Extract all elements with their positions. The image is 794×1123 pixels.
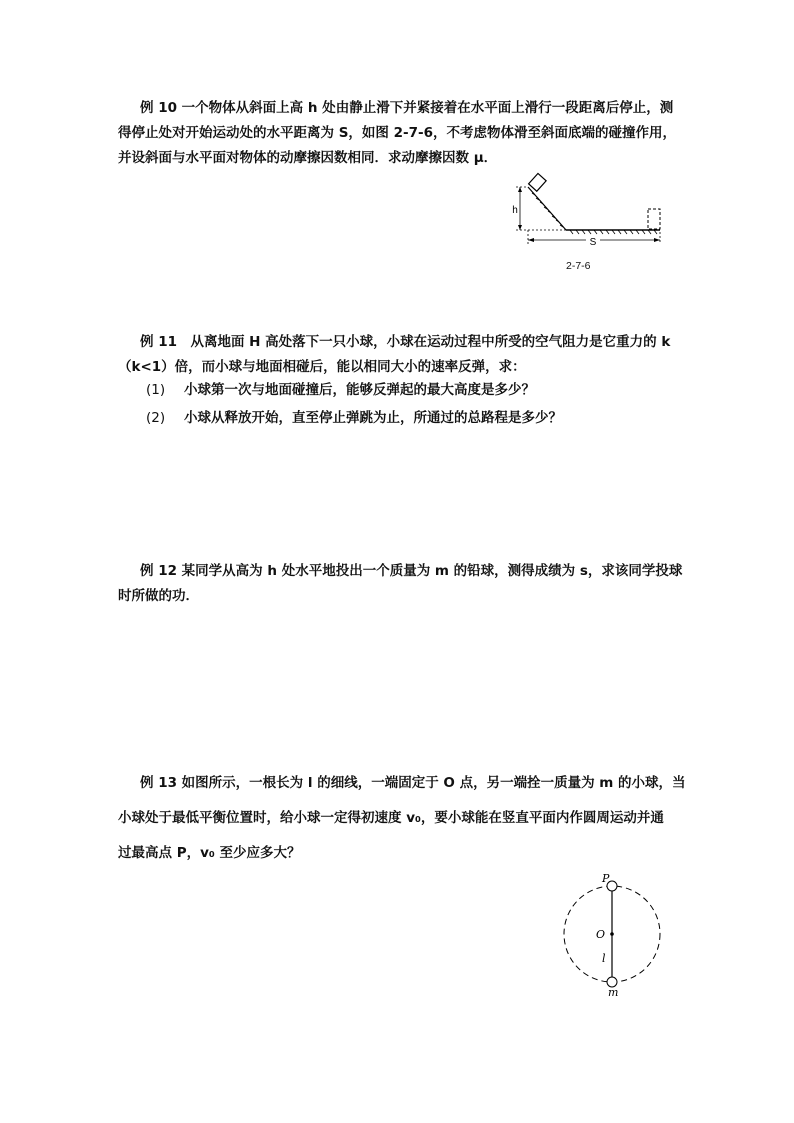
example-12	[118, 559, 684, 609]
example-11-line-2: （k<1）倍，而小球与地面相碰后，能以相同大小的速率反弹，求：	[118, 359, 526, 375]
example-13-line-1: 例 13 如图所示，一根长为 l 的细线，一端固定于 O 点，另一端拴一质量为 m 的小球，当	[140, 775, 686, 791]
incline-figure	[508, 172, 668, 247]
example-13-line-3: 过最高点 P，v₀ 至少应多大？	[118, 845, 301, 861]
example-11	[118, 330, 684, 380]
example-11-question-1: (1) 小球第一次与地面碰撞后，能够反弹起的最大高度是多少？	[146, 382, 535, 398]
example-11-line-1: 例 11 从离地面 H 高处落下一只小球，小球在运动过程中所受的空气阻力是它重力的 k	[140, 334, 671, 350]
figure-caption: 2-7-6	[566, 260, 591, 272]
example-12-line-1: 例 12 某同学从高为 h 处水平地投出一个质量为 m 的铅球，测得成绩为 s，求该同学投球	[140, 563, 683, 579]
example-13-line-2: 小球处于最低平衡位置时，给小球一定得初速度 v₀，要小球能在竖直平面内作圆周运动并通	[118, 810, 664, 826]
circle-figure	[560, 872, 670, 1002]
mass-m-label: m	[608, 986, 619, 999]
height-label: h	[512, 205, 518, 216]
example-10-line-2: 得停止处对开始运动处的水平距离为 S，如图 2-7-6，不考虑物体滑至斜面底端的碰撞作用，	[118, 125, 677, 141]
example-10-line-1: 例 10 一个物体从斜面上高 h 处由静止滑下并紧接着在水平面上滑行一段距离后停止，测	[140, 100, 674, 116]
point-p-label: P	[602, 872, 610, 885]
example-10-line-3: 并设斜面与水平面对物体的动摩擦因数相同．求动摩擦因数 μ．	[118, 150, 498, 166]
example-13	[118, 766, 684, 871]
example-10	[118, 96, 684, 171]
example-11-question-2: (2) 小球从释放开始，直至停止弹跳为止，所通过的总路程是多少？	[146, 410, 562, 426]
distance-label: S	[589, 237, 597, 248]
example-12-line-2: 时所做的功．	[118, 588, 199, 604]
length-l-label: l	[602, 952, 606, 965]
point-o-label: O	[596, 928, 606, 941]
